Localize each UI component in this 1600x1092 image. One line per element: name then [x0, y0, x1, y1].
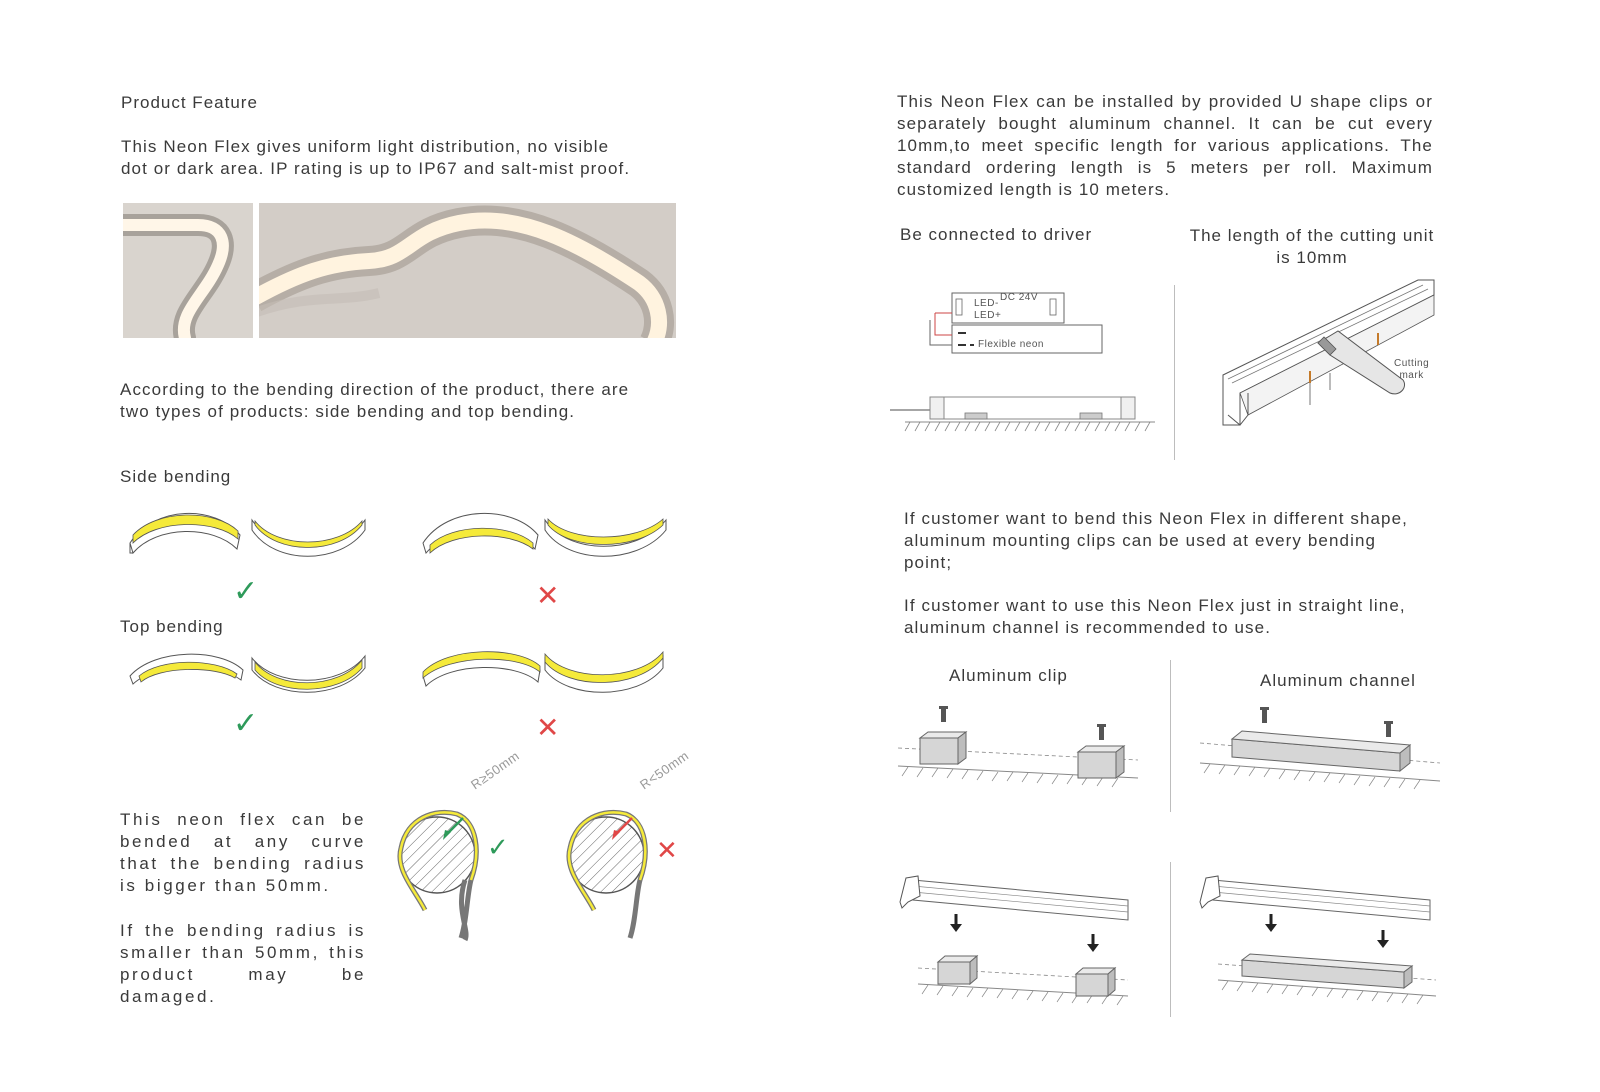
radius-bad-label: R<50mm — [637, 747, 692, 793]
check-icon: ✓ — [233, 706, 259, 741]
aluminum-channel-label: Aluminum channel — [1260, 671, 1416, 690]
bend-clips-paragraph: If customer want to bend this Neon Flex in different shape, aluminum mounting clips can be used at every bending point; — [904, 509, 1408, 572]
aluminum-clip-label: Aluminum clip — [949, 666, 1068, 685]
cross-icon: ✕ — [536, 711, 560, 744]
divider — [1174, 285, 1175, 460]
cutting-unit-diagram — [1218, 275, 1443, 435]
cutting-label: The length of the cutting unit is 10mm — [1189, 226, 1435, 267]
cross-icon: ✕ — [656, 836, 678, 866]
driver-connection-diagram — [890, 285, 1165, 435]
cutting-mark-label: Cutting mark — [1394, 358, 1430, 381]
product-feature-heading: Product Feature — [121, 93, 258, 112]
side-bending-wrong-diagram — [418, 505, 678, 565]
check-icon: ✓ — [487, 833, 509, 863]
top-bending-wrong-diagram — [418, 648, 678, 698]
flexible-neon-label: Flexible neon — [978, 339, 1044, 350]
bending-intro-paragraph: According to the bending direction of the product, there are two types of products: side bending and top bending. — [120, 380, 630, 421]
divider — [1170, 660, 1171, 812]
check-icon: ✓ — [233, 574, 259, 609]
cross-icon: ✕ — [536, 579, 560, 612]
neon-flex-photo-wave — [259, 203, 676, 338]
radius-ok-label: R≥50mm — [468, 748, 523, 793]
led-minus-label: LED- — [974, 298, 999, 309]
radius-bad-diagram — [564, 770, 724, 945]
intro-paragraph: This Neon Flex gives uniform light distribution, no visible dot or dark area. IP rating is up to IP67 and salt-mist proof. — [121, 137, 631, 178]
channel-mounting-diagram — [1198, 872, 1443, 1012]
led-plus-label: LED+ — [974, 310, 1002, 321]
aluminum-channel-diagram — [1200, 703, 1440, 798]
straight-channel-paragraph: If customer want to use this Neon Flex just in straight line, aluminum channel is recommended to use. — [904, 596, 1406, 637]
radius-ok-diagram — [395, 770, 555, 945]
clip-mounting-diagram — [898, 872, 1138, 1012]
divider — [1170, 862, 1171, 1017]
radius-text-ok: This neon flex can be bended at any curve that the bending radius is bigger than 50mm. — [120, 810, 366, 895]
radius-text-bad: If the bending radius is smaller than 50mm, this product may be damaged. — [120, 921, 366, 1006]
driver-label: Be connected to driver — [900, 225, 1093, 244]
top-bending-label: Top bending — [120, 617, 224, 636]
side-bending-correct-diagram — [125, 505, 375, 565]
aluminum-clip-diagram — [898, 700, 1138, 795]
install-paragraph: This Neon Flex can be installed by provided U shape clips or separately bought aluminum channel. It can be cut every 10mm,to meet specific length for various applications. The standard ordering length is 5 meters per roll. Maximum customized length is 10 meters. — [897, 92, 1433, 199]
side-bending-label: Side bending — [120, 467, 232, 486]
top-bending-correct-diagram — [125, 648, 375, 698]
dc-voltage-label: DC 24V — [1000, 292, 1039, 303]
neon-flex-photo-small — [123, 203, 253, 338]
